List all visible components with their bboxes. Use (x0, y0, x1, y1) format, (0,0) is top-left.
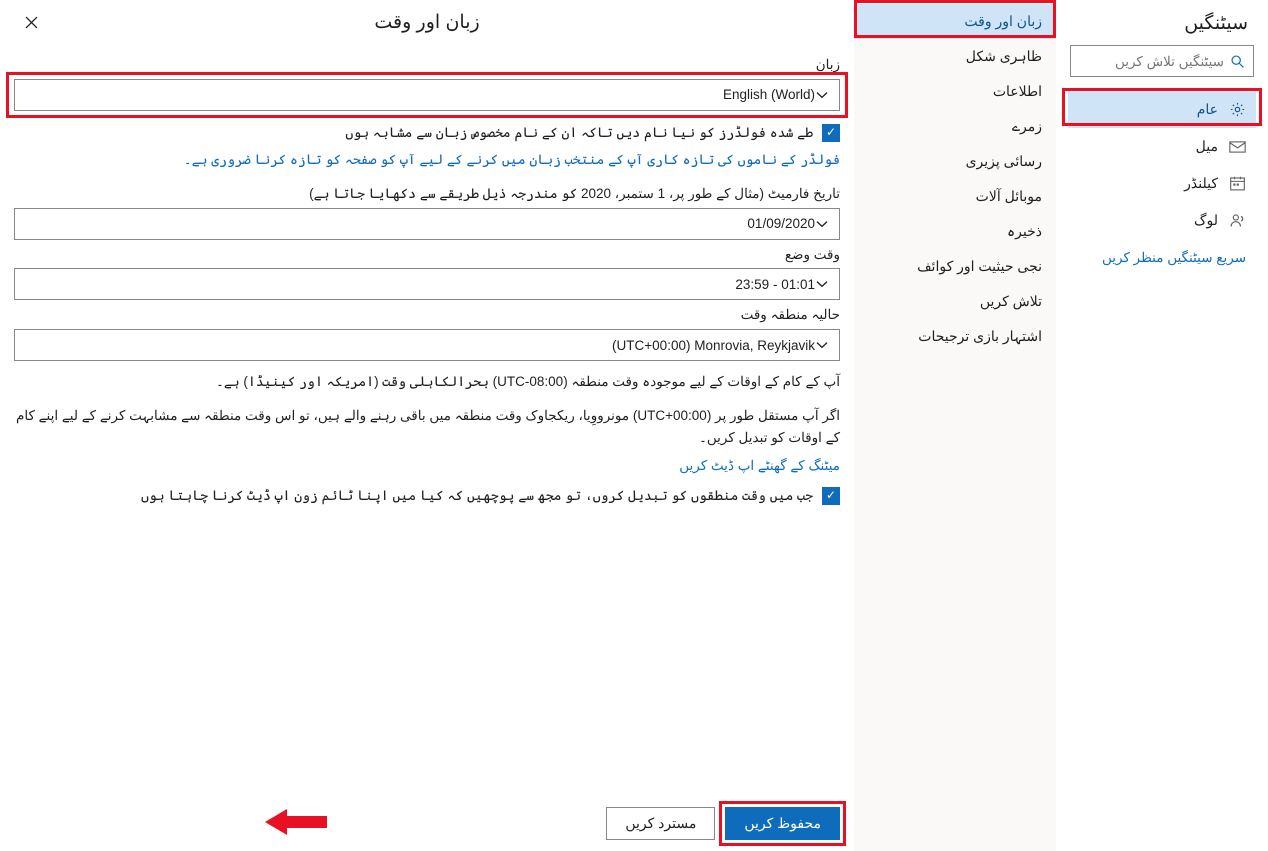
language-label: زبان (815, 57, 840, 72)
category-item-notifications[interactable] (854, 74, 1056, 109)
timezone-label: حالیہ منطقہ وقت (740, 307, 840, 323)
sidebar-item-label: لوگ (1193, 212, 1218, 228)
category-label: اطلاعات (992, 83, 1042, 99)
category-item-privacy-and-data[interactable] (854, 249, 1056, 284)
mail-icon (1228, 138, 1246, 156)
discard-button[interactable]: مسترد کریں (606, 807, 715, 840)
category-label: زمرے (1011, 118, 1042, 134)
chevron-down-icon (815, 217, 829, 231)
category-label: تلاش کریں (979, 293, 1042, 309)
search-input[interactable] (1070, 45, 1254, 77)
rename-folders-checkbox[interactable]: ✓ (822, 124, 840, 142)
timezone-note-1: آپ کے کام کے اوقات کے لیے موجودہ وقت منطقہ (UTC-08:00) بحرالکاہلی وقت (امریکہ اور کینیڈا) ہے۔ (215, 374, 840, 390)
time-format-value: 01:01 - 23:59 (735, 276, 815, 292)
language-value: English (World) (722, 87, 815, 103)
chevron-down-icon (815, 277, 829, 291)
sidebar-item-general[interactable] (1068, 91, 1256, 128)
timezone-value: UTC+00:00) Monrovia, Reykjavik) (612, 337, 815, 353)
pointer-arrow-icon (265, 807, 327, 837)
time-format-label: وقت وضع (784, 246, 840, 262)
category-item-accessibility[interactable] (854, 144, 1056, 179)
sidebar-item-people[interactable] (1068, 202, 1256, 239)
timezone-note-2: اگر آپ مستقل طور پر (UTC+00:00) مونرووِیا، ریکجاوک وقت منطقہ میں باقی رہنے والے ہیں، تو اس وقت منطقہ سے مشابہت کرنے کے لیے اپنے کام کے اوقات کو تبدیل کریں۔ (16, 407, 840, 445)
sidebar-item-label: میل (1195, 138, 1218, 154)
time-format-dropdown[interactable] (14, 268, 840, 300)
category-item-categories[interactable] (854, 109, 1056, 144)
gear-icon (1228, 101, 1246, 119)
settings-title: سیٹنگیں (1184, 13, 1248, 34)
refresh-note[interactable]: فولڈر کے ناموں کی تازہ کاری آپ کے منتخب زبان میں کرنے کے لیے آپ کو صفحہ کو تازہ کرنا ضروری ہے۔ (183, 152, 840, 168)
search-icon (1230, 53, 1245, 69)
category-label: زبان اور وقت (964, 13, 1042, 29)
category-item-storage[interactable] (854, 214, 1056, 249)
chevron-down-icon (815, 338, 829, 352)
settings-form (0, 44, 854, 506)
category-item-appearance[interactable] (854, 39, 1056, 74)
close-icon[interactable] (14, 5, 48, 39)
rename-folders-row (14, 123, 840, 143)
update-meeting-hours-link[interactable]: میٹنگ کے گھنٹے اپ ڈیٹ کریں (679, 458, 840, 474)
calendar-icon (1228, 175, 1246, 193)
dialog-footer (0, 795, 854, 851)
main-header (0, 0, 854, 44)
category-label: موبائل آلات (975, 188, 1042, 204)
sidebar-item-label: عام (1196, 101, 1218, 117)
category-label: رسائی پزیری (965, 153, 1042, 169)
sidebar-item-calendar[interactable] (1068, 165, 1256, 202)
category-item-ad-preferences[interactable] (854, 319, 1056, 354)
category-label: ظاہری شکل (965, 48, 1042, 64)
category-label: نجی حیثیت اور کوائف (917, 258, 1042, 274)
settings-nav (1056, 0, 1268, 851)
category-item-search[interactable] (854, 284, 1056, 319)
search-field[interactable] (1045, 53, 1226, 70)
page-title: زبان اور وقت (374, 11, 480, 33)
timezone-dropdown[interactable] (14, 329, 840, 361)
save-button-wrapper (725, 807, 840, 840)
save-button[interactable]: محفوظ کریں (725, 807, 840, 840)
category-item-language-and-time[interactable] (854, 4, 1056, 39)
people-icon (1228, 212, 1246, 230)
chevron-down-icon (815, 88, 829, 102)
category-label: اشتہار بازی ترجیحات (918, 328, 1042, 344)
ask-timezone-row (14, 486, 840, 506)
date-format-dropdown[interactable] (14, 208, 840, 240)
category-item-mobile-devices[interactable] (854, 179, 1056, 214)
sidebar-item-label: کیلنڈر (1184, 175, 1218, 191)
ask-timezone-checkbox[interactable]: ✓ (822, 487, 840, 505)
category-label: ذخیرہ (1006, 223, 1042, 239)
language-field-wrapper (14, 79, 840, 111)
quick-settings-link[interactable]: سریع سیٹنگیں منظر کریں (1101, 250, 1246, 265)
ask-timezone-label: جب میں وقت منطقوں کو تبدیل کروں، تو مجھ سے پوچھیں کہ کیا میں اپنا ٹائم زون اپ ڈیٹ کرنا چاہتا ہوں (140, 488, 813, 504)
language-dropdown[interactable] (14, 79, 840, 111)
date-format-label: تاریخ فارمیٹ (مثال کے طور پر، 1 ستمبر، 2020 کو مندرجہ ذیل طریقے سے دکھایا جاتا ہے) (309, 185, 840, 201)
sidebar-item-mail[interactable] (1068, 128, 1256, 165)
category-list (854, 0, 1056, 851)
rename-folders-label: طے شدہ فولڈرز کو نیا نام دیں تاکہ ان کے نام مخصوص زبان سے مشابہ ہوں (345, 124, 813, 140)
date-format-value: 01/09/2020 (747, 216, 815, 232)
